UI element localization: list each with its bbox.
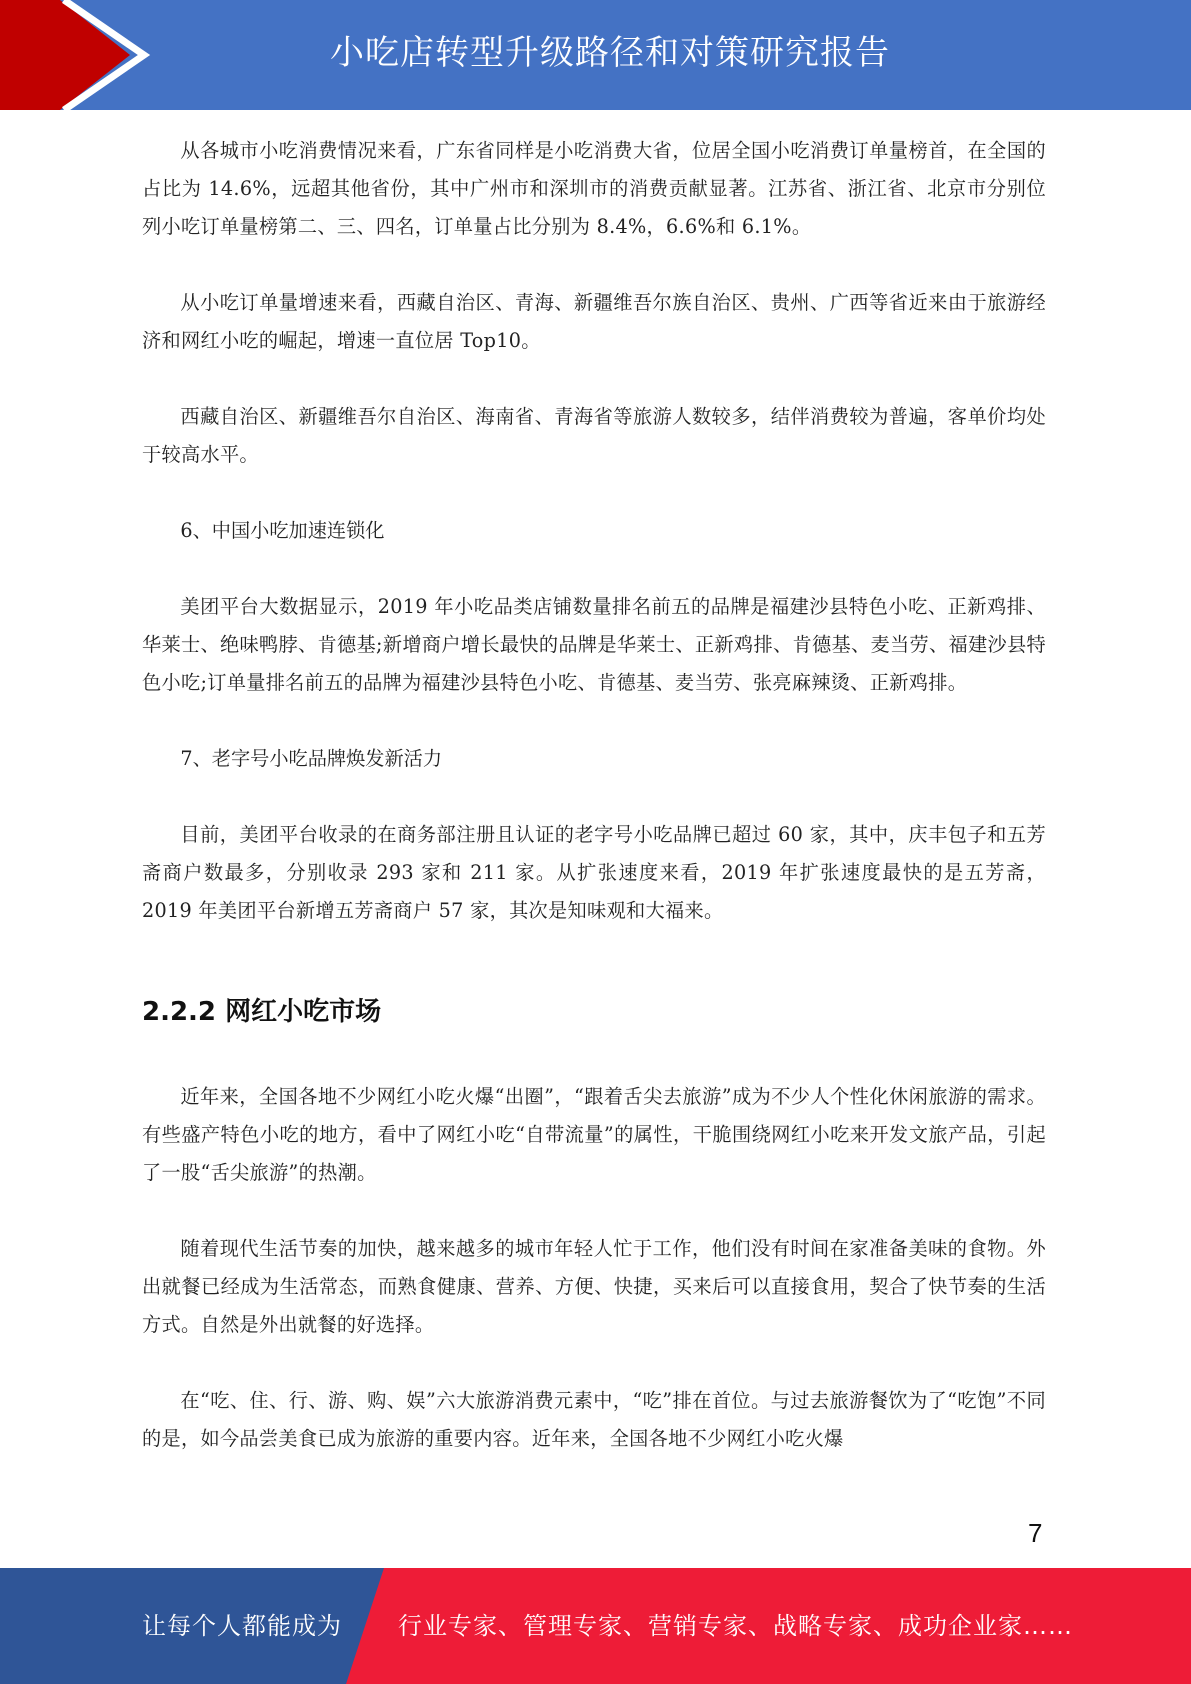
subheading-chain: 6、中国小吃加速连锁化: [180, 519, 385, 542]
paragraph-city-consumption: 从各城市小吃消费情况来看，广东省同样是小吃消费大省，位居全国小吃消费订单量榜首，在全国的占比为 14.6%，远超其他省份，其中广州市和深圳市的消费贡献显著。江苏省、浙江省、北京市分别位列小吃订单量榜第二、三、四名，订单量占比分别为 8.4%，6.6%和 6.1%。: [142, 139, 1046, 238]
subheading-heritage: 7、老字号小吃品牌焕发新活力: [180, 747, 443, 770]
page-footer: [0, 1568, 1191, 1684]
paragraph-order-growth: 从小吃订单量增速来看，西藏自治区、青海、新疆维吾尔族自治区、贵州、广西等省近来由于旅游经济和网红小吃的崛起，增速一直位居 Top10。: [142, 291, 1046, 352]
page-number: 7: [1028, 1518, 1043, 1548]
paragraph-heritage-brands: 目前，美团平台收录的在商务部注册且认证的老字号小吃品牌已超过 60 家，其中，庆丰包子和五芳斋商户数最多，分别收录 293 家和 211 家。从扩张速度来看，2019 年扩张速度最快的是五芳斋，2019 年美团平台新增五芳斋商户 57 家，其次是知味观和大福来。: [142, 823, 1046, 922]
paragraph-chain-brands: 美团平台大数据显示，2019 年小吃品类店铺数量排名前五的品牌是福建沙县特色小吃、正新鸡排、华莱士、绝味鸭脖、肯德基;新增商户增长最快的品牌是华莱士、正新鸡排、肯德基、麦当劳、福建沙县特色小吃;订单量排名前五的品牌为福建沙县特色小吃、肯德基、麦当劳、张亮麻辣烫、正新鸡排。: [142, 595, 1046, 694]
footer-slogan-left: 让每个人都能成为: [142, 1612, 342, 1640]
report-title: 小吃店转型升级路径和对策研究报告: [330, 33, 890, 73]
paragraph-tourism-food: 在“吃、住、行、游、购、娱”六大旅游消费元素中，“吃”排在首位。与过去旅游餐饮为了“吃饱”不同的是，如今品尝美食已成为旅游的重要内容。近年来，全国各地不少网红小吃火爆: [142, 1389, 1046, 1450]
section-heading: 2.2.2 网红小吃市场: [142, 997, 382, 1027]
footer-slogan-right: 行业专家、管理专家、营销专家、战略专家、成功企业家……: [398, 1612, 1073, 1640]
paragraph-viral-snacks: 近年来，全国各地不少网红小吃火爆“出圈”，“跟着舌尖去旅游”成为不少人个性化休闲旅游的需求。有些盛产特色小吃的地方，看中了网红小吃“自带流量”的属性，干脆围绕网红小吃来开发文旅产品，引起了一股“舌尖旅游”的热潮。: [142, 1085, 1046, 1184]
paragraph-tourism-spending: 西藏自治区、新疆维吾尔自治区、海南省、青海省等旅游人数较多，结伴消费较为普遍，客单价均处于较高水平。: [142, 405, 1046, 466]
red-arrow-shape: [0, 0, 130, 110]
paragraph-urban-lifestyle: 随着现代生活节奏的加快，越来越多的城市年轻人忙于工作，他们没有时间在家准备美味的食物。外出就餐已经成为生活常态，而熟食健康、营养、方便、快捷，买来后可以直接食用，契合了快节奏的生活方式。自然是外出就餐的好选择。: [142, 1237, 1046, 1336]
page-header: [0, 0, 1191, 110]
page-body: [142, 132, 1046, 1458]
